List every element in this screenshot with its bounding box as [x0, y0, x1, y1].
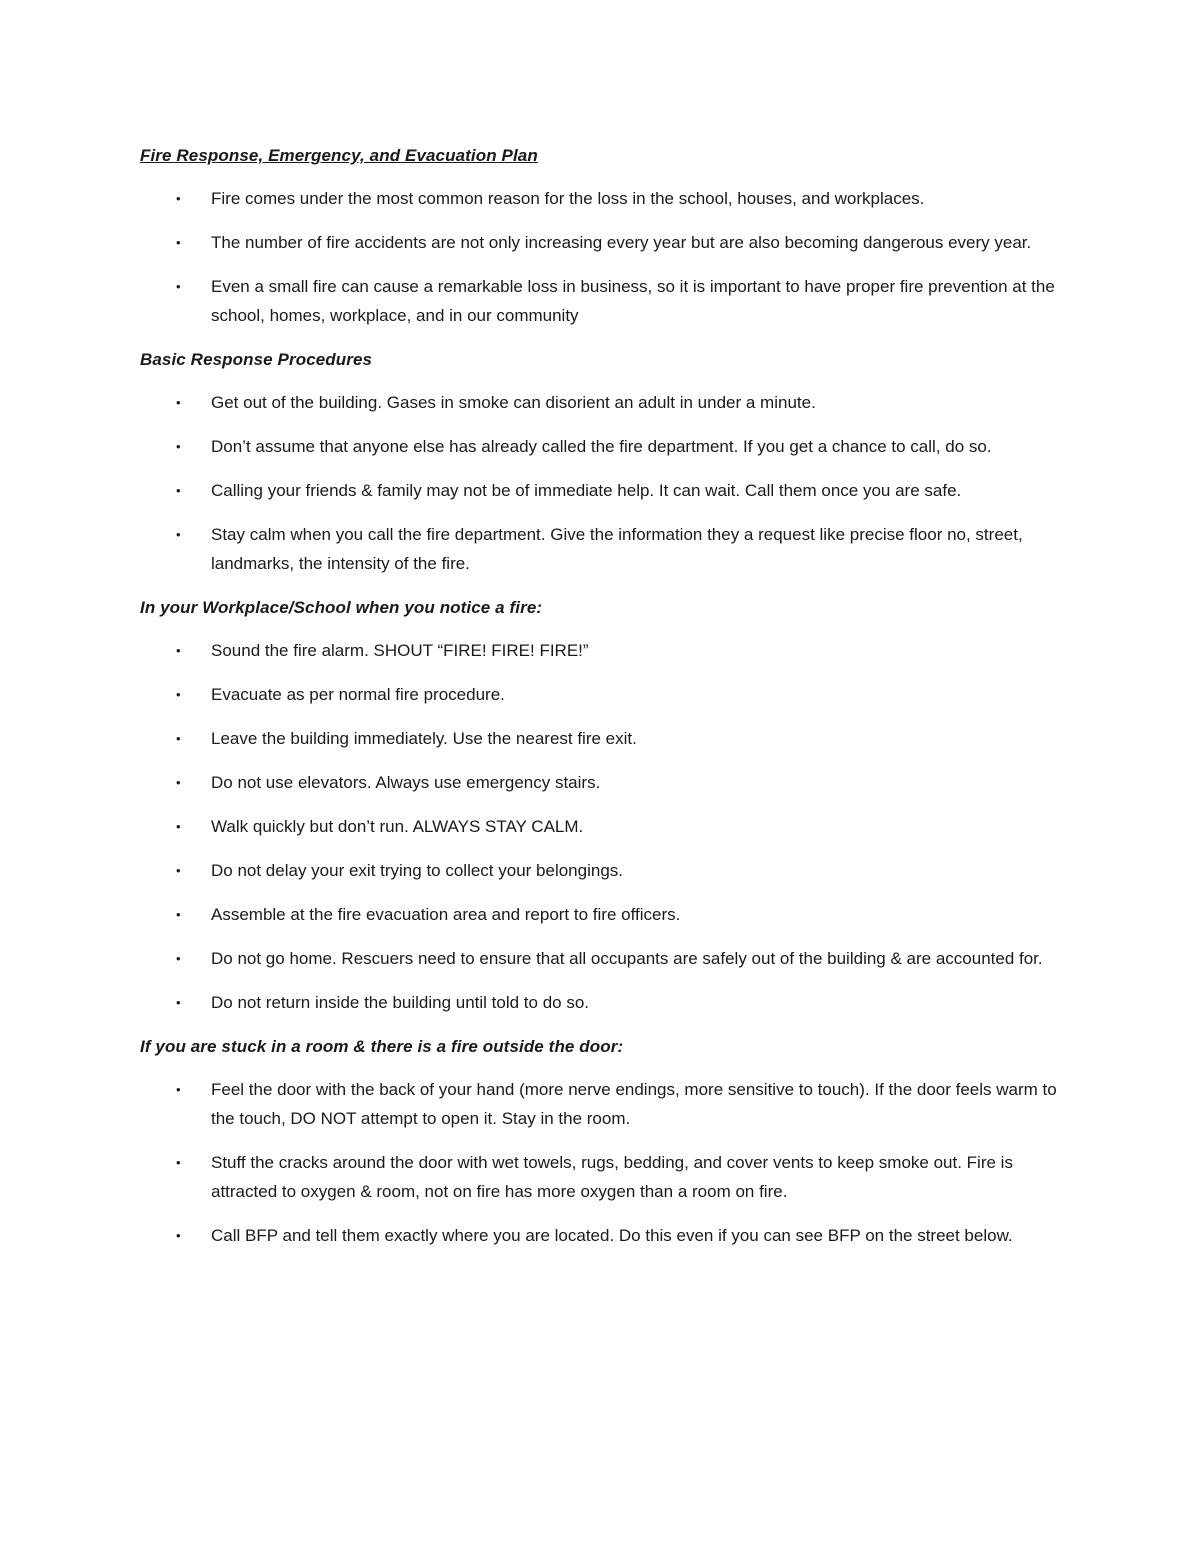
list-item-text: Feel the door with the back of your hand (more nerve endings, more sensitive to touch). If the door feels warm to the touch, DO NOT attempt to open it. Stay in the room. — [211, 1080, 1057, 1128]
section-stuck-in-room — [140, 1032, 1075, 1250]
section-heading: Basic Response Procedures — [140, 350, 373, 369]
list-item — [140, 388, 1075, 417]
bullet-icon: • — [176, 775, 181, 790]
section-basic-response — [140, 345, 1075, 578]
bullet-icon: • — [176, 279, 181, 294]
bullet-icon: • — [176, 235, 181, 250]
document-title: Fire Response, Emergency, and Evacuation Plan — [140, 146, 538, 165]
list-item — [140, 520, 1075, 578]
list-item-text: Stuff the cracks around the door with wet towels, rugs, bedding, and cover vents to keep smoke out. Fire is attracted to oxygen & room, not on fire has more oxygen than a room on fire. — [211, 1153, 1013, 1201]
list-item-text: Do not use elevators. Always use emergency stairs. — [211, 773, 601, 792]
list-item — [140, 768, 1075, 797]
bullet-icon: • — [176, 951, 181, 966]
list-item — [140, 476, 1075, 505]
bullet-icon: • — [176, 483, 181, 498]
list-item — [140, 988, 1075, 1017]
list-item — [140, 1075, 1075, 1133]
list-item-text: Even a small fire can cause a remarkable loss in business, so it is important to have proper fire prevention at the school, homes, workplace, and in our community — [211, 277, 1055, 325]
list-item-text: Don’t assume that anyone else has already called the fire department. If you get a chance to call, do so. — [211, 437, 992, 456]
list-item-text: Calling your friends & family may not be of immediate help. It can wait. Call them once you are safe. — [211, 481, 962, 500]
bullet-icon: • — [176, 995, 181, 1010]
list-item-text: Get out of the building. Gases in smoke can disorient an adult in under a minute. — [211, 393, 816, 412]
list-item-text: Do not go home. Rescuers need to ensure that all occupants are safely out of the building & are accounted for. — [211, 949, 1043, 968]
list-item — [140, 900, 1075, 929]
section-heading: In your Workplace/School when you notice a fire: — [140, 598, 543, 617]
bullet-icon: • — [176, 395, 181, 410]
list-item — [140, 636, 1075, 665]
bullet-list — [140, 1075, 1075, 1250]
list-item — [140, 1221, 1075, 1250]
bullet-list — [140, 388, 1075, 578]
list-item-text: Stay calm when you call the fire department. Give the information they a request like precise floor no, street, landmarks, the intensity of the fire. — [211, 525, 1023, 573]
list-item — [140, 856, 1075, 885]
bullet-icon: • — [176, 439, 181, 454]
section-heading: If you are stuck in a room & there is a fire outside the door: — [140, 1037, 624, 1056]
list-item-text: Leave the building immediately. Use the nearest fire exit. — [211, 729, 637, 748]
section-fire-response — [140, 141, 1075, 330]
list-item — [140, 1148, 1075, 1206]
list-item-text: Do not delay your exit trying to collect your belongings. — [211, 861, 624, 880]
bullet-icon: • — [176, 819, 181, 834]
list-item — [140, 812, 1075, 841]
section-workplace-school — [140, 593, 1075, 1017]
list-item-text: Assemble at the fire evacuation area and report to fire officers. — [211, 905, 681, 924]
bullet-icon: • — [176, 907, 181, 922]
bullet-icon: • — [176, 191, 181, 206]
bullet-list — [140, 636, 1075, 1017]
list-item-text: The number of fire accidents are not only increasing every year but are also becoming dangerous every year. — [211, 233, 1032, 252]
list-item — [140, 724, 1075, 753]
bullet-icon: • — [176, 1228, 181, 1243]
list-item — [140, 184, 1075, 213]
bullet-icon: • — [176, 863, 181, 878]
list-item-text: Do not return inside the building until told to do so. — [211, 993, 590, 1012]
list-item — [140, 228, 1075, 257]
document-body — [140, 141, 1075, 1265]
list-item — [140, 680, 1075, 709]
list-item-text: Walk quickly but don’t run. ALWAYS STAY CALM. — [211, 817, 584, 836]
bullet-icon: • — [176, 731, 181, 746]
list-item-text: Fire comes under the most common reason for the loss in the school, houses, and workplaces. — [211, 189, 925, 208]
list-item — [140, 272, 1075, 330]
list-item-text: Call BFP and tell them exactly where you are located. Do this even if you can see BFP on the street below. — [211, 1226, 1013, 1245]
list-item — [140, 432, 1075, 461]
list-item-text: Evacuate as per normal fire procedure. — [211, 685, 505, 704]
bullet-icon: • — [176, 643, 181, 658]
bullet-icon: • — [176, 1082, 181, 1097]
bullet-icon: • — [176, 687, 181, 702]
bullet-list — [140, 184, 1075, 330]
bullet-icon: • — [176, 1155, 181, 1170]
bullet-icon: • — [176, 527, 181, 542]
list-item-text: Sound the fire alarm. SHOUT “FIRE! FIRE! FIRE!” — [211, 641, 589, 660]
list-item — [140, 944, 1075, 973]
